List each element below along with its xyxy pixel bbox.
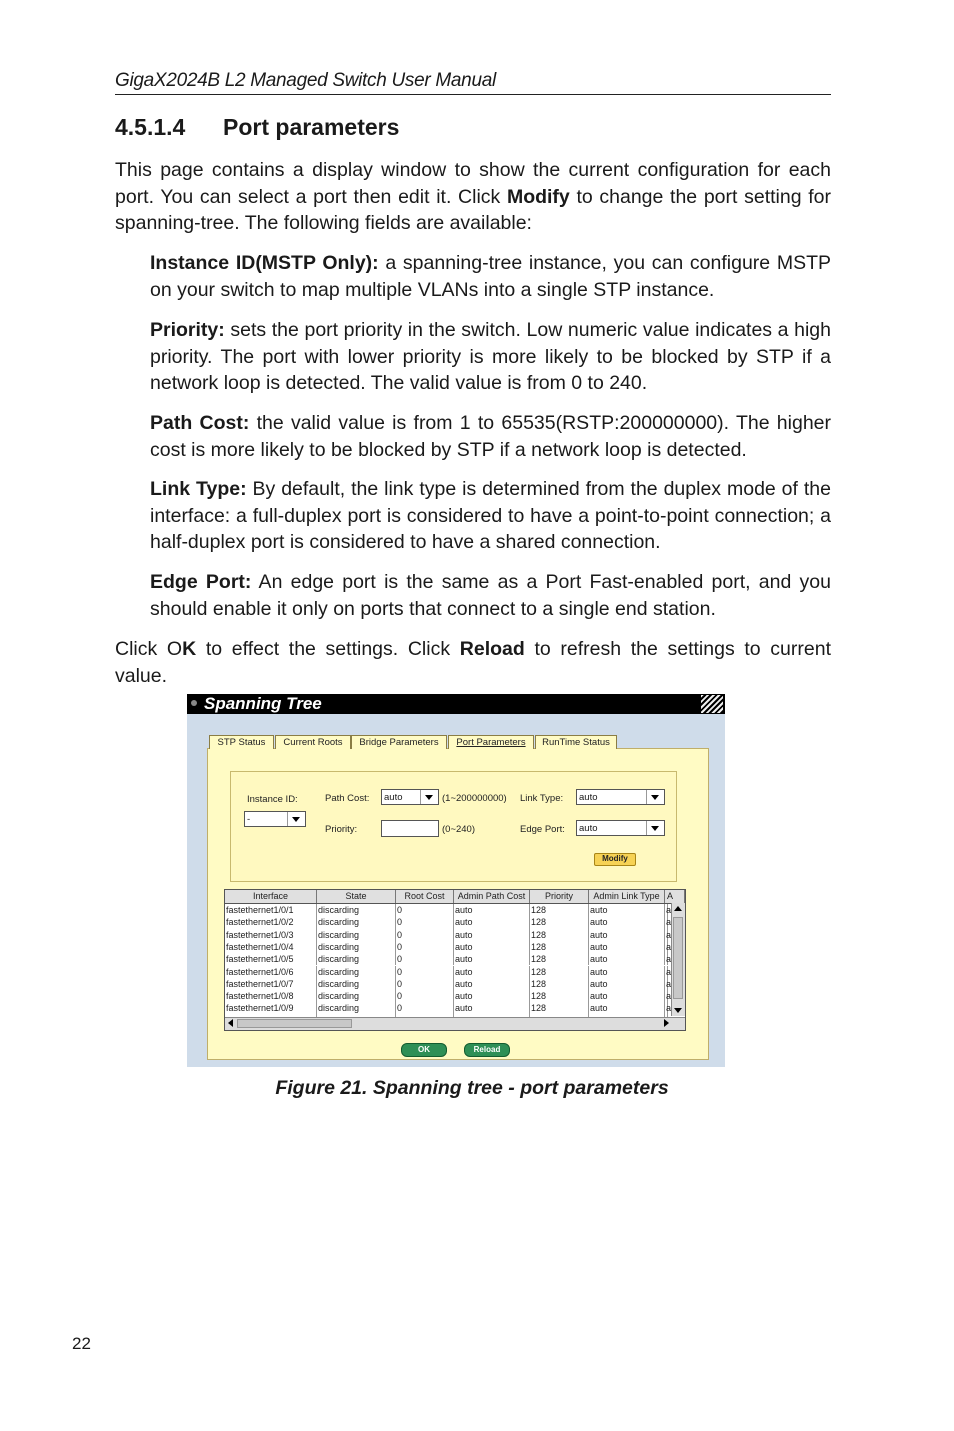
table-row[interactable] bbox=[225, 990, 672, 1002]
field-term: Edge Port: bbox=[150, 571, 252, 593]
cell-state: discarding bbox=[317, 990, 396, 1002]
cell-truncated: a bbox=[666, 978, 672, 989]
cell-truncated: a bbox=[666, 1003, 672, 1014]
cell-priority: 128 bbox=[530, 966, 589, 978]
field-desc: a spanning-tree instance, you can configure MSTP on your switch to map multiple VLANs into a single STP instance. bbox=[150, 252, 831, 301]
window-titlebar bbox=[187, 694, 725, 714]
cell-admin-path-cost: auto bbox=[454, 941, 530, 953]
cell-admin-path-cost: auto bbox=[454, 929, 530, 941]
spanning-tree-window bbox=[187, 694, 725, 1067]
col-priority[interactable]: Priority bbox=[530, 890, 589, 903]
section-number: 4.5.1.4 bbox=[115, 114, 186, 140]
scroll-thumb[interactable] bbox=[673, 917, 683, 999]
field-priority bbox=[150, 317, 831, 397]
field-instance-id bbox=[150, 250, 831, 303]
scroll-right-icon[interactable] bbox=[664, 1019, 669, 1027]
field-edge-port bbox=[150, 569, 831, 622]
field-term: Priority: bbox=[150, 319, 225, 341]
resize-grip-icon[interactable] bbox=[701, 695, 723, 713]
cell-truncated: a bbox=[666, 991, 672, 1002]
cell-state: discarding bbox=[317, 941, 396, 953]
cell-interface: fastethernet1/0/9 bbox=[225, 1002, 317, 1014]
cell-admin-path-cost: auto bbox=[454, 990, 530, 1002]
table-row[interactable] bbox=[225, 1002, 672, 1014]
cell-admin-link-type: auto bbox=[589, 966, 665, 978]
table-row[interactable] bbox=[225, 966, 672, 978]
cell-interface: fastethernet1/0/3 bbox=[225, 929, 317, 941]
field-term: Link Type: bbox=[150, 478, 247, 500]
cell-interface: fastethernet1/0/5 bbox=[225, 953, 317, 965]
cell-state: discarding bbox=[317, 978, 396, 990]
field-desc: An edge port is the same as a Port Fast-enabled port, and you should enable it only on ports that connect to a single end station. bbox=[150, 571, 832, 620]
cell-interface: fastethernet1/0/4 bbox=[225, 941, 317, 953]
field-desc: By default, the link type is determined from the duplex mode of the interface: a full-duplex port is considered to have a point-to-point connection; a half-duplex port is considered to have a shared connection. bbox=[150, 478, 831, 553]
cell-interface: fastethernet1/0/8 bbox=[225, 990, 317, 1002]
cell-admin-link-type: auto bbox=[589, 953, 665, 965]
running-header bbox=[115, 70, 831, 95]
cell-interface: fastethernet1/0/1 bbox=[225, 904, 317, 916]
scroll-down-icon[interactable] bbox=[674, 1008, 682, 1013]
link-type-value: auto bbox=[579, 792, 598, 803]
cell-root-cost: 0 bbox=[396, 953, 454, 965]
path-cost-select[interactable] bbox=[381, 789, 439, 805]
manual-title: GigaX2024B L2 Managed Switch User Manual bbox=[115, 70, 496, 91]
path-cost-value: auto bbox=[384, 792, 403, 803]
cell-admin-link-type: auto bbox=[589, 904, 665, 916]
scroll-left-icon[interactable] bbox=[228, 1019, 233, 1027]
cell-truncated: a bbox=[666, 905, 672, 915]
cell-interface: fastethernet1/0/6 bbox=[225, 966, 317, 978]
path-cost-range: (1~200000000) bbox=[442, 793, 507, 804]
intro-paragraph bbox=[115, 157, 831, 237]
cell-truncated: a bbox=[666, 917, 672, 928]
cell-state: discarding bbox=[317, 953, 396, 965]
intro-bold-modify: Modify bbox=[506, 185, 570, 208]
cell-state: discarding bbox=[317, 929, 396, 941]
cell-root-cost: 0 bbox=[396, 904, 454, 916]
cell-admin-link-type: auto bbox=[589, 1002, 665, 1014]
cell-state: discarding bbox=[317, 904, 396, 916]
page-number: 22 bbox=[72, 1334, 91, 1353]
chevron-down-icon bbox=[420, 790, 438, 804]
cell-admin-path-cost: auto bbox=[454, 904, 530, 916]
field-path-cost bbox=[150, 410, 831, 463]
field-term: Instance ID(MSTP Only): bbox=[150, 252, 379, 274]
cell-admin-path-cost: auto bbox=[454, 966, 530, 978]
ok-button[interactable]: OK bbox=[401, 1043, 447, 1057]
chevron-down-icon bbox=[287, 812, 305, 826]
cell-truncated: a bbox=[666, 966, 672, 977]
field-term: Path Cost: bbox=[150, 412, 250, 434]
intro-text-end: to change the port setting for spanning-tree. The following fields are available: bbox=[115, 185, 831, 234]
link-type-select[interactable] bbox=[576, 789, 665, 805]
chevron-down-icon bbox=[646, 790, 664, 804]
table-row[interactable] bbox=[225, 916, 672, 928]
cell-admin-link-type: auto bbox=[589, 990, 665, 1002]
col-state[interactable]: State bbox=[317, 890, 396, 903]
col-root-cost[interactable]: Root Cost bbox=[396, 890, 454, 903]
section-heading bbox=[115, 114, 399, 141]
instance-id-label: Instance ID: bbox=[247, 794, 298, 805]
cell-admin-path-cost: auto bbox=[454, 916, 530, 928]
intro-text: This page contains a display window to show the current configuration for each port. You can select a port then edit it. Click bbox=[115, 159, 831, 208]
table-row[interactable] bbox=[225, 978, 672, 990]
cell-priority: 128 bbox=[530, 990, 589, 1002]
edge-port-label: Edge Port: bbox=[520, 824, 565, 835]
cell-admin-path-cost: auto bbox=[454, 953, 530, 965]
cell-admin-link-type: auto bbox=[589, 941, 665, 953]
cell-truncated: a bbox=[666, 941, 672, 952]
modify-button[interactable]: Modify bbox=[594, 853, 636, 866]
cell-admin-link-type: auto bbox=[589, 978, 665, 990]
path-cost-label: Path Cost: bbox=[325, 793, 370, 804]
table-header bbox=[225, 890, 685, 904]
edge-port-value: auto bbox=[579, 823, 598, 834]
section-title: Port parameters bbox=[223, 114, 400, 140]
priority-input[interactable] bbox=[381, 820, 439, 837]
cell-root-cost: 0 bbox=[396, 916, 454, 928]
cell-root-cost: 0 bbox=[396, 978, 454, 990]
cell-priority: 128 bbox=[530, 941, 589, 953]
port-table bbox=[224, 889, 686, 1031]
cell-root-cost: 0 bbox=[396, 1002, 454, 1014]
cell-state: discarding bbox=[317, 916, 396, 928]
cell-truncated: a bbox=[666, 954, 672, 965]
table-row[interactable] bbox=[225, 953, 672, 965]
col-truncated[interactable]: A bbox=[665, 890, 685, 903]
col-admin-link-type[interactable]: Admin Link Type bbox=[589, 890, 665, 903]
tab-current-roots[interactable]: Current Roots bbox=[275, 735, 351, 749]
priority-label: Priority: bbox=[325, 824, 358, 835]
cell-priority: 128 bbox=[530, 904, 589, 916]
col-interface[interactable]: Interface bbox=[225, 890, 317, 903]
cell-state: discarding bbox=[317, 1002, 396, 1014]
figure-caption: Figure 21. Spanning tree - port parameters bbox=[275, 1077, 669, 1099]
scroll-thumb[interactable] bbox=[237, 1019, 352, 1028]
cell-admin-path-cost: auto bbox=[454, 1002, 530, 1014]
click-text: to effect the settings. Click bbox=[196, 638, 460, 660]
cell-interface: fastethernet1/0/2 bbox=[225, 916, 317, 928]
chevron-down-icon bbox=[646, 821, 664, 835]
link-type-label: Link Type: bbox=[520, 793, 564, 804]
click-instructions bbox=[115, 636, 831, 689]
cell-admin-path-cost: auto bbox=[454, 978, 530, 990]
tab-port-parameters[interactable]: Port Parameters bbox=[448, 735, 534, 749]
field-desc: the valid value is from 1 to 65535(RSTP:200000000). The higher cost is more likely to be blocked by STP if a network loop is detected. bbox=[150, 412, 832, 461]
field-link-type bbox=[150, 476, 831, 556]
click-text: to refresh the settings to current value. bbox=[115, 638, 831, 687]
click-text: Click O bbox=[115, 638, 183, 660]
table-row[interactable] bbox=[225, 929, 672, 941]
edge-port-select[interactable] bbox=[576, 820, 665, 836]
cell-truncated: a bbox=[666, 929, 672, 940]
cell-priority: 128 bbox=[530, 929, 589, 941]
cell-state: discarding bbox=[317, 966, 396, 978]
cell-root-cost: 0 bbox=[396, 966, 454, 978]
cell-root-cost: 0 bbox=[396, 990, 454, 1002]
cell-interface: fastethernet1/0/7 bbox=[225, 978, 317, 990]
port-settings-form bbox=[230, 771, 677, 882]
window-title: Spanning Tree bbox=[204, 694, 322, 713]
tab-runtime-status[interactable]: RunTime Status bbox=[535, 735, 617, 749]
tab-stp-status[interactable]: STP Status bbox=[209, 735, 274, 749]
cell-root-cost: 0 bbox=[396, 941, 454, 953]
tab-bridge-parameters[interactable]: Bridge Parameters bbox=[351, 735, 447, 749]
instance-id-select[interactable] bbox=[244, 811, 306, 827]
table-row[interactable] bbox=[225, 941, 672, 953]
horizontal-scrollbar[interactable] bbox=[225, 1017, 685, 1030]
cell-priority: 128 bbox=[530, 953, 589, 965]
cell-priority: 128 bbox=[530, 1002, 589, 1014]
col-admin-path-cost[interactable]: Admin Path Cost bbox=[454, 890, 530, 903]
cell-priority: 128 bbox=[530, 978, 589, 990]
instance-id-value: - bbox=[247, 814, 251, 825]
cell-admin-link-type: auto bbox=[589, 916, 665, 928]
reload-button[interactable]: Reload bbox=[464, 1043, 510, 1057]
cell-root-cost: 0 bbox=[396, 929, 454, 941]
field-desc: sets the port priority in the switch. Low numeric value indicates a high priority. The port with lower priority is more likely to be blocked by STP if a network loop is detected. The valid value is from 0 to 240. bbox=[150, 319, 831, 394]
vertical-scrollbar[interactable] bbox=[671, 903, 685, 1016]
click-bold: K bbox=[182, 638, 197, 660]
cell-admin-link-type: auto bbox=[589, 929, 665, 941]
window-icon bbox=[191, 700, 197, 706]
priority-range: (0~240) bbox=[442, 824, 476, 835]
scroll-up-icon[interactable] bbox=[674, 906, 682, 911]
click-bold-reload: Reload bbox=[459, 638, 525, 660]
cell-priority: 128 bbox=[530, 916, 589, 928]
table-row[interactable] bbox=[225, 904, 672, 916]
